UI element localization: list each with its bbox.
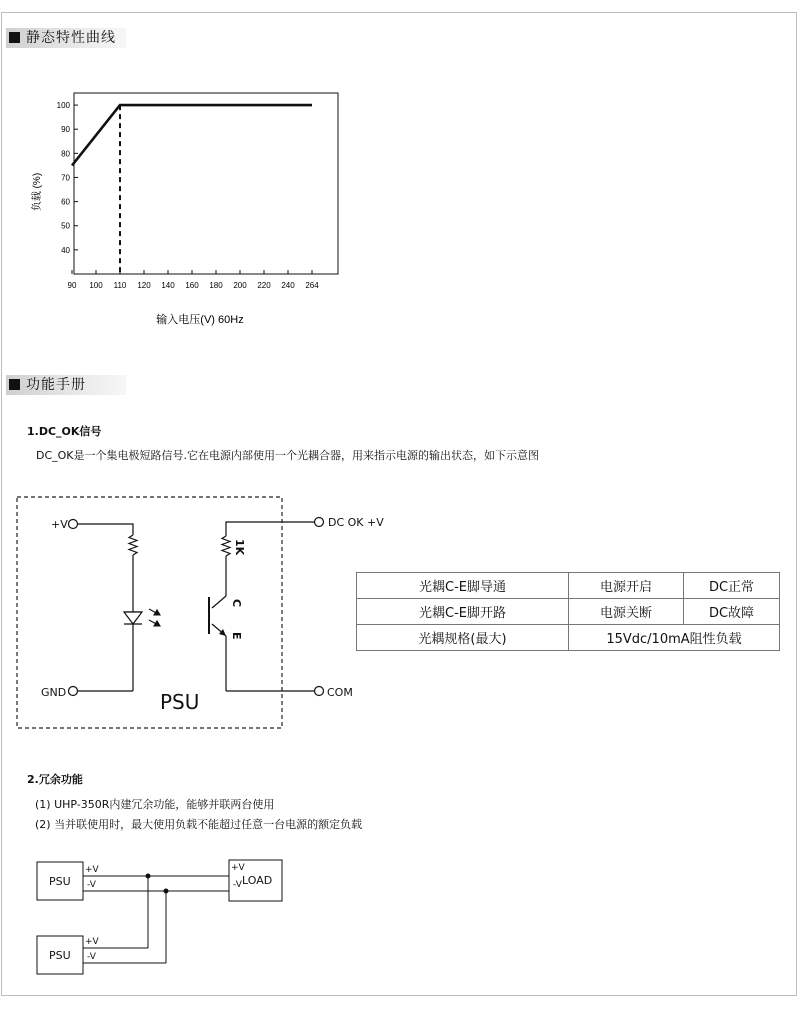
load-label: LOAD	[242, 874, 273, 887]
dc-ok-description: DC_OK是一个集电极短路信号.它在电源内部使用一个光耦合器，用来指示电源的输出状态，如下示意图	[36, 449, 540, 462]
y-tick-label: 80	[61, 149, 70, 159]
y-tick-label: 90	[61, 125, 70, 135]
section-title: 功能手册	[26, 377, 86, 393]
y-tick-label: 70	[61, 173, 70, 183]
x-tick-label: 200	[233, 281, 247, 290]
psu-label: PSU	[160, 690, 200, 714]
collector-label: C	[230, 599, 243, 608]
load-minus-v: -V	[233, 880, 242, 890]
x-tick-label: 264	[305, 281, 319, 290]
redundancy-note-2: (2) 当并联使用时，最大使用负载不能超过任意一台电源的额定负载	[35, 818, 363, 831]
table-cell: 光耦C-E脚导通	[357, 573, 569, 599]
x-tick-label: 240	[281, 281, 295, 290]
y-tick-label: 40	[61, 245, 70, 255]
redundancy-note-1: (1) UHP-350R内建冗余功能，能够并联两台使用	[35, 798, 275, 811]
psu-top-plus-v: +V	[85, 865, 99, 875]
com-label: COM	[327, 686, 353, 699]
y-tick-label: 100	[56, 101, 70, 111]
psu-bottom-minus-v: -V	[87, 952, 96, 962]
psu-top-label: PSU	[49, 875, 71, 888]
table-cell: DC正常	[684, 573, 780, 599]
y-tick-label: 50	[61, 221, 70, 231]
redundancy-subtitle: 2.冗余功能	[27, 773, 83, 786]
table-cell: 电源关断	[569, 599, 684, 625]
x-tick-label: 160	[185, 281, 199, 290]
plus-v-label: +V	[51, 518, 68, 531]
table-cell: 光耦C-E脚开路	[357, 599, 569, 625]
junction-dot	[164, 889, 169, 894]
gnd-label: GND	[41, 686, 67, 699]
x-tick-label: 220	[257, 281, 271, 290]
load-plus-v: +V	[231, 863, 245, 873]
psu-top-minus-v: -V	[87, 880, 96, 890]
y-tick-label: 60	[61, 197, 70, 207]
emitter-label: E	[230, 632, 243, 640]
dc-ok-label: DC OK +V	[328, 516, 384, 529]
table-cell: 光耦规格(最大)	[357, 625, 569, 651]
psu-bottom-label: PSU	[49, 949, 71, 962]
x-tick-label: 110	[113, 281, 127, 290]
x-tick-label: 120	[137, 281, 151, 290]
x-axis-label: 输入电压(V) 60Hz	[156, 314, 244, 326]
table-cell: 15Vdc/10mA阻性负载	[569, 625, 780, 651]
x-tick-label: 100	[89, 281, 103, 290]
x-tick-label: 180	[209, 281, 223, 290]
x-tick-label: 90	[67, 281, 77, 290]
junction-dot	[146, 874, 151, 879]
psu-bottom-plus-v: +V	[85, 937, 99, 947]
resistor-1k-label: 1K	[233, 539, 246, 556]
section-title: 静态特性曲线	[26, 30, 116, 46]
table-cell: 电源开启	[569, 573, 684, 599]
x-tick-label: 140	[161, 281, 175, 290]
y-axis-label: 负载 (%)	[32, 172, 43, 212]
dc-ok-subtitle: 1.DC_OK信号	[27, 425, 102, 438]
table-cell: DC故障	[684, 599, 780, 625]
